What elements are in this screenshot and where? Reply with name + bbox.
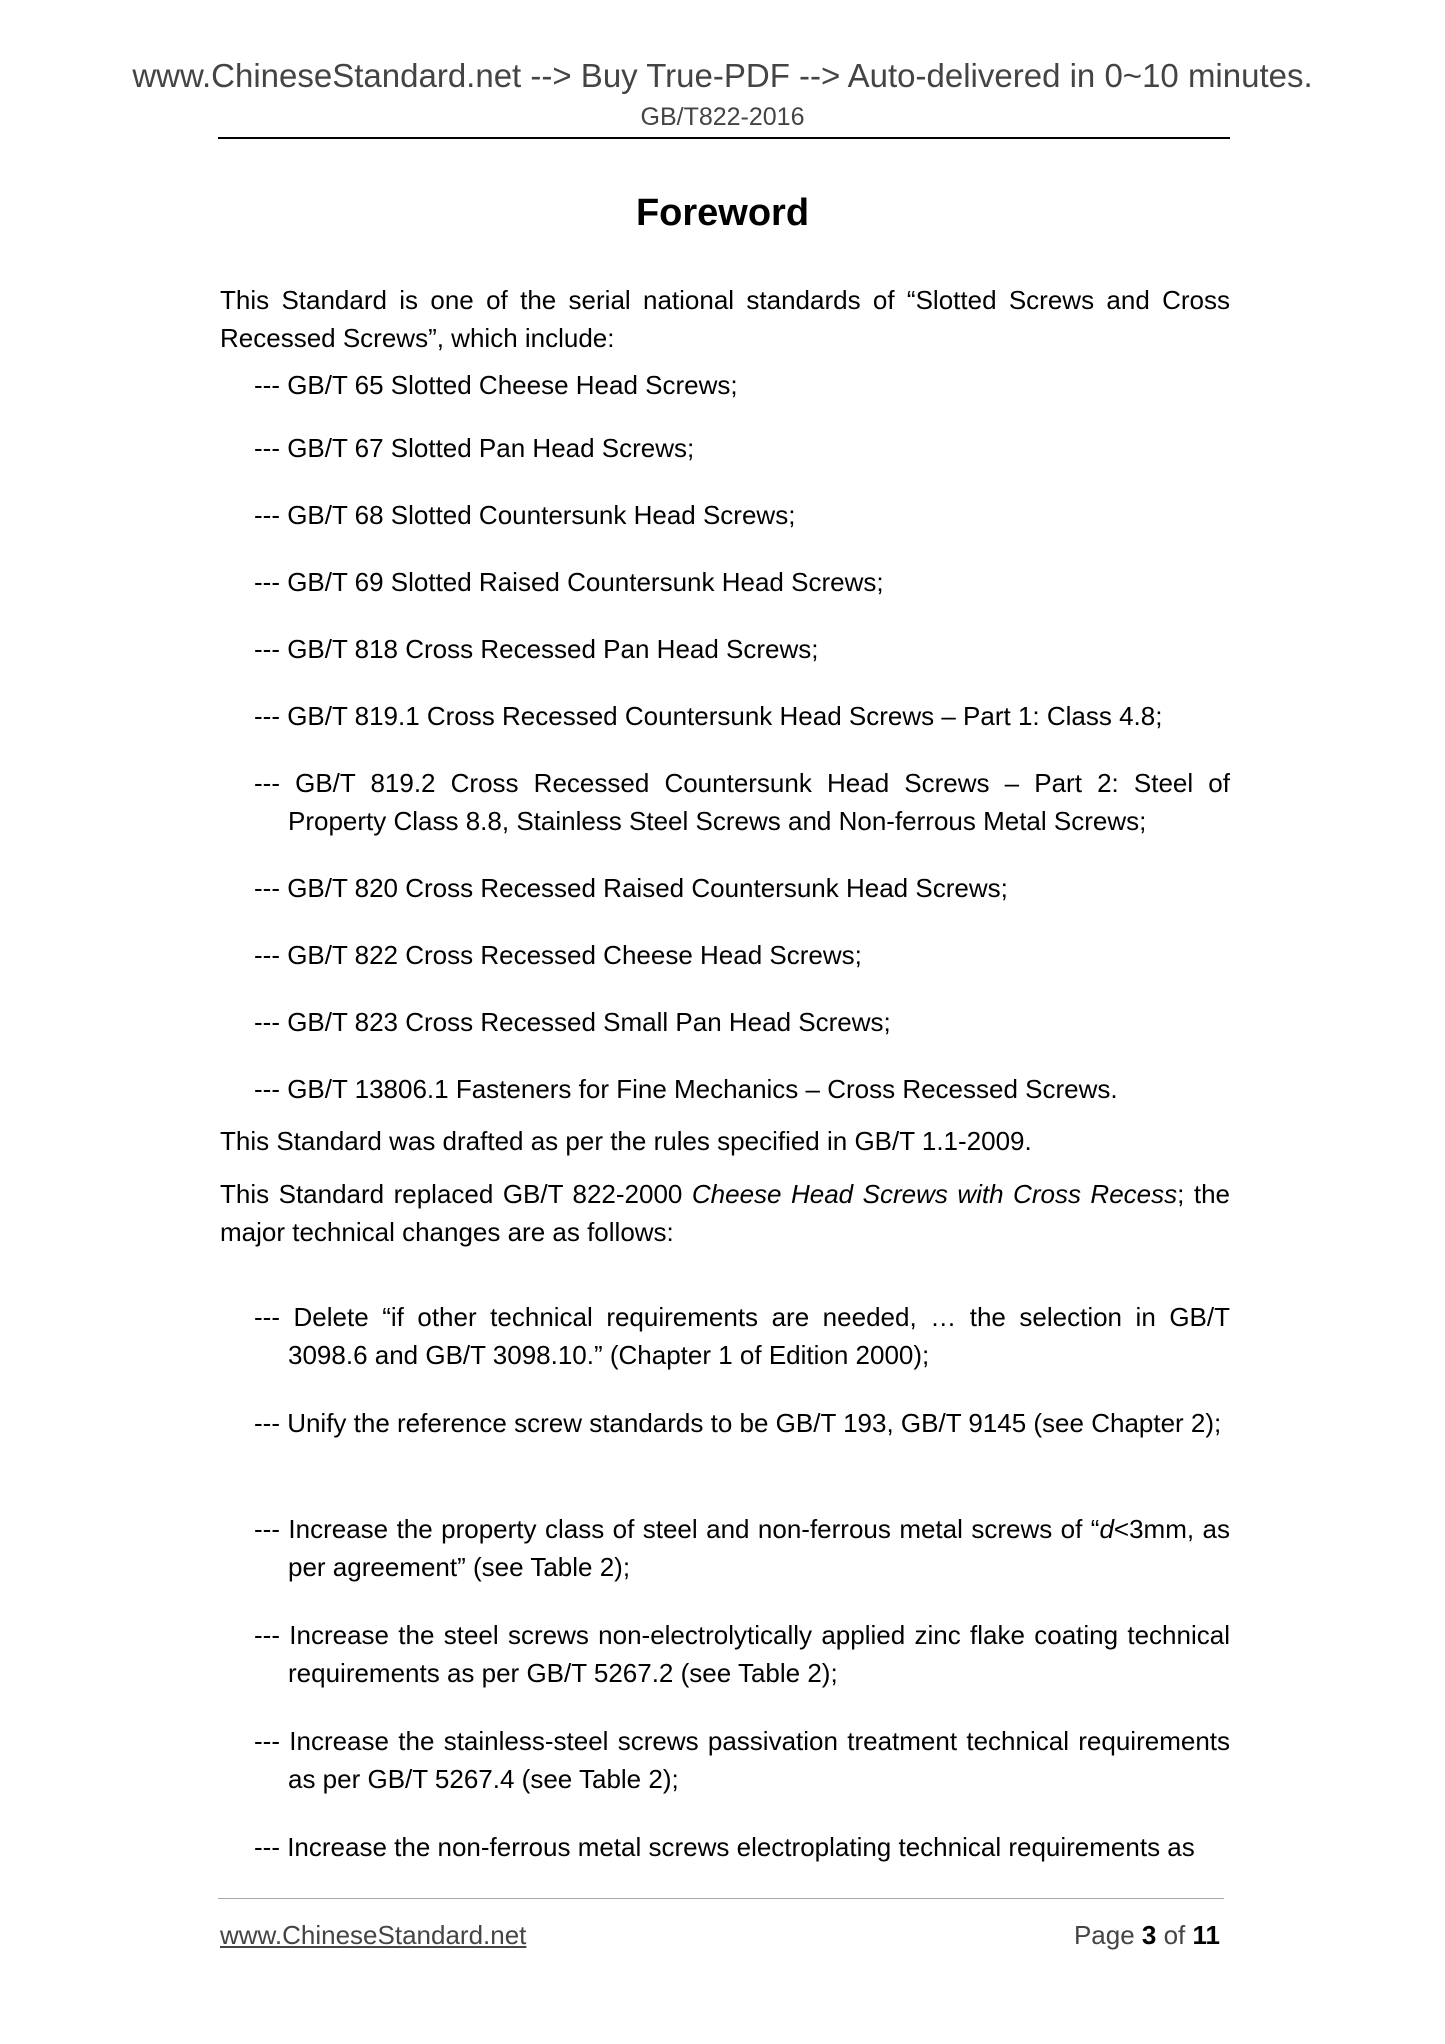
change-list-item [254,1616,1230,1692]
footer-divider [218,1898,1224,1899]
drafted-paragraph [220,1122,1230,1160]
page-indicator [1074,1918,1220,1952]
page-prefix: Page [1073,1920,1142,1950]
replaced-standard-title: Cheese Head Screws with Cross Recess [691,1179,1178,1209]
page-of: of [1156,1920,1193,1950]
change-list-item [254,1722,1230,1798]
replaced-prefix: This Standard replaced GB/T 822-2000 [220,1179,692,1209]
series-list-item [254,429,1230,467]
series-item-text: --- GB/T 68 Slotted Countersunk Head Screws; [254,500,796,530]
series-list-item [254,697,1230,735]
series-item-text: --- GB/T 819.1 Cross Recessed Countersunk Head Screws – Part 1: Class 4.8; [254,701,1163,731]
intro-paragraph [220,281,1230,357]
change-item-pre: --- Delete “if other technical requirements are needed, … the selection in GB/T 3098.6 and GB/T 3098.10.” (Chapter 1 of Edition 2000); [254,1302,1230,1370]
series-item-text: --- GB/T 819.2 Cross Recessed Countersunk Head Screws – Part 2: Steel of Property Class 8.8, Stainless Steel Screws and Non-ferrous Metal Screws; [254,768,1230,836]
change-item-pre: --- Increase the property class of steel and non-ferrous metal screws of “ [254,1514,1100,1544]
series-list-item [254,496,1230,534]
change-item-text [254,1510,1230,1586]
series-item-text: --- GB/T 822 Cross Recessed Cheese Head Screws; [254,940,862,970]
change-item-pre: --- Unify the reference screw standards to be GB/T 193, GB/T 9145 (see Chapter 2); [254,1408,1222,1438]
change-item-post: <3mm, as per agreement” (see Table 2); [288,1514,1230,1582]
page-title: Foreword [635,192,810,234]
series-list-item [254,630,1230,668]
change-item-pre: --- Increase the steel screws non-electrolytically applied zinc flake coating technical requirements as per GB/T 5267.2 (see Table 2); [254,1620,1230,1688]
change-list-item [254,1404,1230,1442]
change-item-text [254,1404,1230,1442]
series-item-text: --- GB/T 820 Cross Recessed Raised Countersunk Head Screws; [254,873,1008,903]
series-list-item [254,869,1230,907]
change-item-italic: d [1099,1514,1114,1544]
series-list-item [254,563,1230,601]
change-item-pre: --- Increase the stainless-steel screws passivation treatment technical requirements as per GB/T 5267.4 (see Table 2); [254,1726,1230,1794]
change-item-text [254,1616,1230,1692]
change-list-item [254,1298,1230,1374]
series-item-text: --- GB/T 823 Cross Recessed Small Pan Head Screws; [254,1007,891,1037]
drafted-text: This Standard was drafted as per the rules specified in GB/T 1.1-2009. [220,1126,1032,1156]
change-item-text [254,1722,1230,1798]
series-list-item [254,1070,1230,1108]
series-item-text: --- GB/T 818 Cross Recessed Pan Head Screws; [254,634,819,664]
change-item-text [254,1298,1230,1374]
document-id: GB/T822-2016 [640,103,805,131]
series-list-item [254,366,1230,404]
series-item-text: --- GB/T 13806.1 Fasteners for Fine Mechanics – Cross Recessed Screws. [254,1074,1118,1104]
series-list-item [254,936,1230,974]
replaced-paragraph [220,1175,1230,1251]
footer-website-link[interactable]: www.ChineseStandard.net [220,1920,527,1950]
series-item-text: --- GB/T 65 Slotted Cheese Head Screws; [254,370,738,400]
intro-text: This Standard is one of the serial national standards of “Slotted Screws and Cross Recessed Screws”, which include: [220,285,1230,353]
series-list-item [254,764,1230,840]
page-total: 11 [1192,1920,1220,1950]
header-divider [218,137,1230,139]
change-item-pre: --- Increase the non-ferrous metal screws electroplating technical requirements as [254,1832,1195,1862]
change-list-item [254,1828,1230,1866]
header-banner: www.ChineseStandard.net --> Buy True-PDF --> Auto-delivered in 0~10 minutes. [132,57,1313,94]
change-item-text [254,1828,1230,1866]
page-current: 3 [1141,1920,1157,1950]
replaced-text [220,1175,1230,1251]
series-item-text: --- GB/T 67 Slotted Pan Head Screws; [254,433,695,463]
series-item-text: --- GB/T 69 Slotted Raised Countersunk Head Screws; [254,567,884,597]
change-list-item [254,1510,1230,1586]
series-list-item [254,1003,1230,1041]
replaced-suffix: ; the major technical changes are as follows: [220,1179,1230,1247]
